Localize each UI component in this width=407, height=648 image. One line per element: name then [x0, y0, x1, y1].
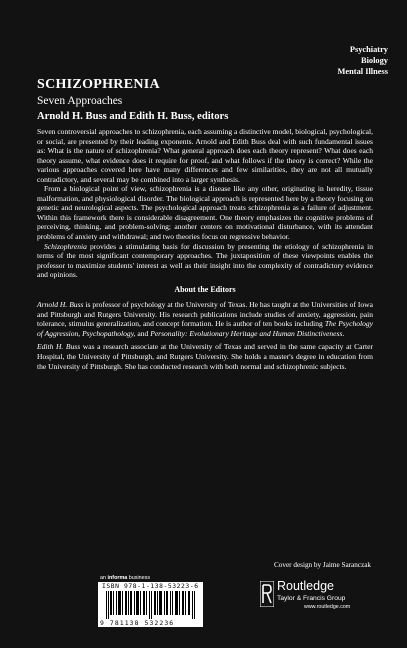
bio-text: .	[342, 328, 345, 338]
barcode-bars	[106, 591, 198, 619]
subject-item: Psychiatry	[349, 45, 388, 54]
blurb-paragraph: Seven controversial approaches to schizophrenia, each assuming a distinctive model, biological, psychological, or social, are presented by their leading exponents. Arnold and Edith Buss deal with such fundamental issues as: What is the nature of schizophrenia? What general approach does each theory represent? What does each theory assume, what evidence does it require for proof, and what follows if the theory is correct? While the various approaches covered here have many differences and few similarities, they are not all mutually contradictory, and several may be combined into a larger synthesis.	[37, 127, 373, 184]
bio-text: and	[135, 328, 151, 338]
publisher-group: Taylor & Francis Group	[277, 595, 346, 602]
editor-name: Arnold H. Buss	[37, 300, 84, 310]
blurb-paragraph: From a biological point of view, schizophrenia is a disease like any other, originating in heredity, tissue malformation, and physiological disorder. The biological approach is represented here by a theory focusing on genetic and neurological aspects. The psychological approach treats schizophrenia as a failure of adjustment. Within this framework there is considerable disagreement. One theory emphasizes the cognitive problems of perceiving, thinking, and problem-solving; another centers on motivational disturbance, with its attendant problems of anxiety and withdrawal; and two theories focus on regressive behavior.	[37, 184, 373, 242]
cover-credit: Cover design by Jaime Saranczak	[274, 561, 371, 569]
book-title-italic: Personality: Evolutionary Heritage and Human Distinctiveness	[150, 328, 343, 338]
book-title-italic: The Psychology of Aggression, Psychopathology,	[37, 319, 373, 338]
editor-name: Edith H. Buss	[37, 342, 81, 352]
informa-prefix: an	[100, 575, 108, 581]
publisher-name: Routledge	[277, 579, 334, 593]
about-editors-heading: About the Editors	[174, 284, 236, 294]
isbn-barcode	[98, 582, 203, 627]
informa-business-label	[100, 575, 150, 581]
book-title: SCHIZOPHRENIA	[37, 77, 160, 92]
blurb-paragraph	[37, 242, 373, 280]
book-authors: Arnold H. Buss and Edith H. Buss, editors	[37, 111, 229, 122]
informa-brand: informa	[107, 575, 128, 581]
barcode-digits: 9 781138 532236	[100, 619, 175, 627]
informa-suffix: business	[127, 575, 151, 581]
blurb-paragraph-text: provides a stimulating basis for discussion by presenting the etiology of schizophrenia in terms of the most significant contemporary approaches. The juxtaposition of these viewpoints enables the professor to maximize students' interest as well as their insight into the complexity of contradictory evidence and opinions.	[37, 241, 373, 280]
editor-bio	[37, 300, 373, 338]
bio-text: is professor of psychology at the University of Texas. He has taught at the Universities of Iowa and Pittsburgh and Rutgers University. His research publications include studies of anxiety, aggression, pain tolerance, stimulus generalization, and concept formation. He is author of ten books including	[37, 300, 373, 329]
book-subtitle: Seven Approaches	[37, 95, 123, 107]
isbn-text: ISBN 978-1-138-53223-6	[102, 583, 199, 590]
book-title-italic: Schizophrenia	[44, 241, 87, 251]
bio-text: was a research associate at the University of Texas and served in the same capacity at Carter Hospital, the University of Pittsburgh, and Rutgers University. She holds a master's degree in education from the University of Pittsburgh. She has conducted research with both normal and schizophrenic subjects.	[37, 342, 373, 371]
blurb	[37, 127, 373, 375]
subject-item: Biology	[361, 56, 388, 66]
subject-list	[338, 44, 388, 78]
subject-item: Mental Illness	[337, 67, 388, 77]
publisher-url: www.routledge.com	[304, 604, 351, 610]
editor-bio	[37, 342, 373, 371]
routledge-logo-icon	[260, 581, 274, 607]
